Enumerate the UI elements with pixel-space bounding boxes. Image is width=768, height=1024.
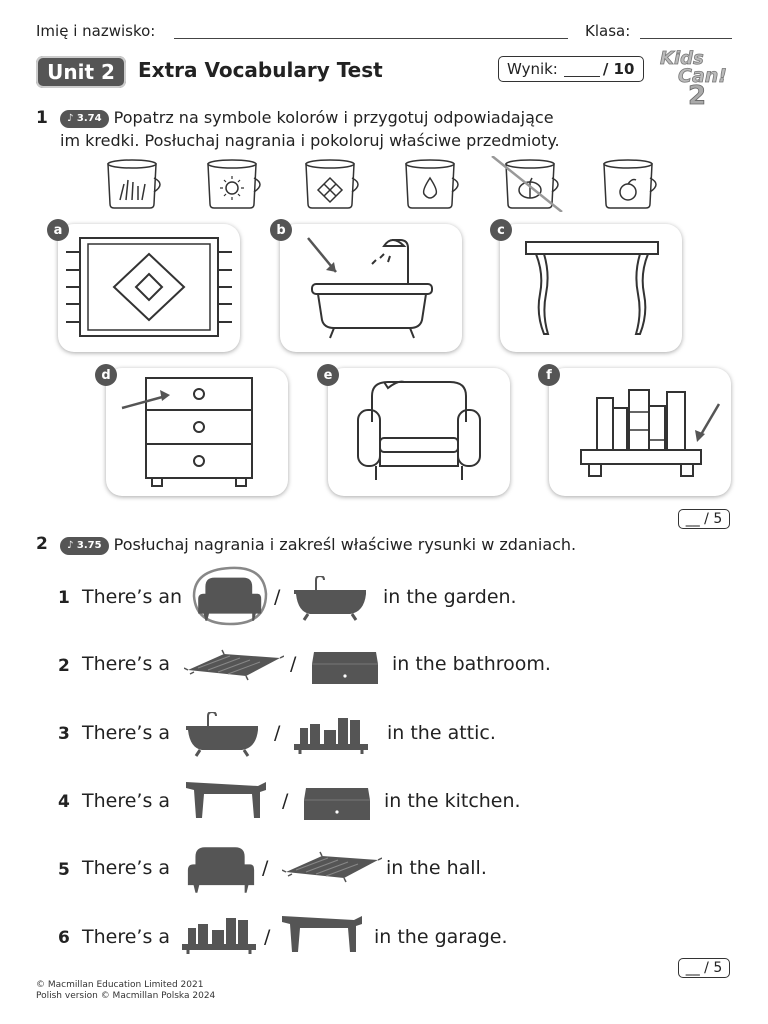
sentence-1-option-a[interactable]: [192, 564, 268, 626]
unit-badge: Unit 2: [36, 56, 126, 88]
logo-can-text: Can!: [678, 65, 727, 87]
sentence-4-option-a[interactable]: [186, 778, 270, 824]
rug-icon: [58, 224, 240, 352]
score-label: Wynik:: [507, 60, 558, 78]
exercise-2-text: Posłuchaj nagrania i zakreśl właściwe rysunki w zdaniach.: [113, 535, 577, 554]
bathtub-icon: [186, 712, 258, 756]
footer-copyright: [36, 980, 215, 1002]
footer-line-2: Polish version © Macmillan Polska 2024: [36, 991, 216, 1001]
sentence-5-separator: /: [262, 857, 269, 879]
bathtub-icon: [280, 224, 462, 352]
sentence-4-separator: /: [282, 790, 289, 812]
sentence-5-end: in the hall.: [386, 857, 487, 879]
exercise-2-instruction: [60, 533, 740, 556]
bookshelf-icon: [182, 918, 256, 954]
card-c-letter: c: [490, 219, 512, 241]
bookshelf-icon: [294, 718, 368, 754]
sentence-1-number: 1: [58, 588, 70, 608]
card-b[interactable]: [280, 224, 462, 352]
sentence-5-option-b[interactable]: [282, 846, 382, 890]
score-blank[interactable]: [564, 62, 600, 77]
sentence-6-option-b[interactable]: [282, 912, 366, 960]
audio-track-badge[interactable]: ♪ 3.74: [60, 110, 109, 128]
grass-pot-icon: [108, 160, 160, 208]
armchair-icon: [328, 368, 510, 496]
sun-pot-icon: [208, 160, 260, 208]
plum-pot-icon: [604, 160, 656, 208]
chest-of-drawers-icon: [106, 368, 288, 496]
table-icon: [282, 916, 362, 952]
sentence-1-end: in the garden.: [383, 586, 517, 608]
card-b-letter: b: [270, 219, 292, 241]
sentence-3-separator: /: [274, 722, 281, 744]
kids-can-logo: [652, 44, 736, 106]
sentence-6-start: There’s a: [82, 926, 171, 948]
exercise-1-score[interactable]: __ / 5: [678, 509, 730, 529]
sentence-1-separator: /: [274, 586, 281, 608]
card-e[interactable]: [328, 368, 510, 496]
rug-icon: [184, 650, 284, 680]
sentence-2-option-b[interactable]: [312, 648, 382, 688]
sentence-1-start: There’s an: [82, 586, 183, 608]
sentence-3-start: There’s a: [82, 722, 171, 744]
footer-line-1: © Macmillan Education Limited 2021: [36, 980, 204, 990]
armchair-icon: [198, 578, 261, 621]
score-max: / 10: [602, 60, 635, 78]
sentence-6-separator: /: [264, 926, 271, 948]
card-a-letter: a: [47, 219, 69, 241]
sentence-2-start: There’s a: [82, 653, 171, 675]
sentence-6-option-a[interactable]: [182, 912, 260, 958]
exercise-1-text-line1: Popatrz na symbole kolorów i przygotuj odpowiadające: [113, 108, 554, 127]
drop-pot-icon: [406, 160, 458, 208]
name-label: Imię i nazwisko:: [36, 22, 156, 40]
sentence-5-option-a[interactable]: [186, 842, 256, 898]
sentence-2-end: in the bathroom.: [392, 653, 551, 675]
sentence-3-option-b[interactable]: [294, 712, 372, 758]
exercise-2-number: 2: [36, 534, 48, 554]
rug-icon: [282, 852, 382, 882]
sentence-5-number: 5: [58, 860, 70, 880]
bathtub-icon: [294, 576, 366, 620]
armchair-icon: [188, 847, 254, 892]
chocolate-pot-icon: [306, 160, 358, 208]
card-d-letter: d: [95, 364, 117, 386]
table-icon: [186, 782, 266, 818]
sentence-3-end: in the attic.: [387, 722, 496, 744]
sentence-2-separator: /: [290, 653, 297, 675]
sentence-3-option-a[interactable]: [186, 712, 262, 758]
exercise-1-instruction: [60, 106, 740, 152]
sentence-4-option-b[interactable]: [304, 784, 374, 824]
sentence-2-number: 2: [58, 656, 70, 676]
sentence-4-start: There’s a: [82, 790, 171, 812]
total-score-box: [498, 56, 644, 82]
sentence-6-end: in the garage.: [374, 926, 508, 948]
sentence-3-number: 3: [58, 724, 70, 744]
sentence-1-option-b[interactable]: [294, 576, 370, 622]
class-label: Klasa:: [585, 22, 631, 40]
logo-number-text: 2: [688, 81, 707, 106]
sentence-6-number: 6: [58, 928, 70, 948]
card-a[interactable]: [58, 224, 240, 352]
page-title: Extra Vocabulary Test: [138, 58, 383, 82]
name-line[interactable]: [174, 38, 568, 39]
class-line[interactable]: [640, 38, 732, 39]
logo-kids-text: Kids: [660, 48, 704, 69]
drawer-icon: [312, 652, 378, 684]
exercise-1-text-line2: im kredki. Posłuchaj nagrania i pokoloruj właściwe przedmioty.: [60, 131, 560, 150]
sentence-4-number: 4: [58, 792, 70, 812]
table-icon: [500, 224, 682, 352]
pumpkin-pot-icon: [492, 156, 562, 212]
card-f-letter: f: [538, 364, 560, 386]
exercise-1-number: 1: [36, 108, 48, 128]
sentence-4-end: in the kitchen.: [384, 790, 521, 812]
card-e-letter: e: [317, 364, 339, 386]
audio-track-badge[interactable]: ♪ 3.75: [60, 537, 109, 555]
card-f[interactable]: [549, 368, 731, 496]
card-c[interactable]: [500, 224, 682, 352]
sentence-5-start: There’s a: [82, 857, 171, 879]
drawer-icon: [304, 788, 370, 820]
bookshelf-icon: [549, 368, 731, 496]
card-d[interactable]: [106, 368, 288, 496]
paint-pots-row: [0, 156, 768, 212]
exercise-2-score[interactable]: __ / 5: [678, 958, 730, 978]
sentence-2-option-a[interactable]: [184, 644, 284, 688]
